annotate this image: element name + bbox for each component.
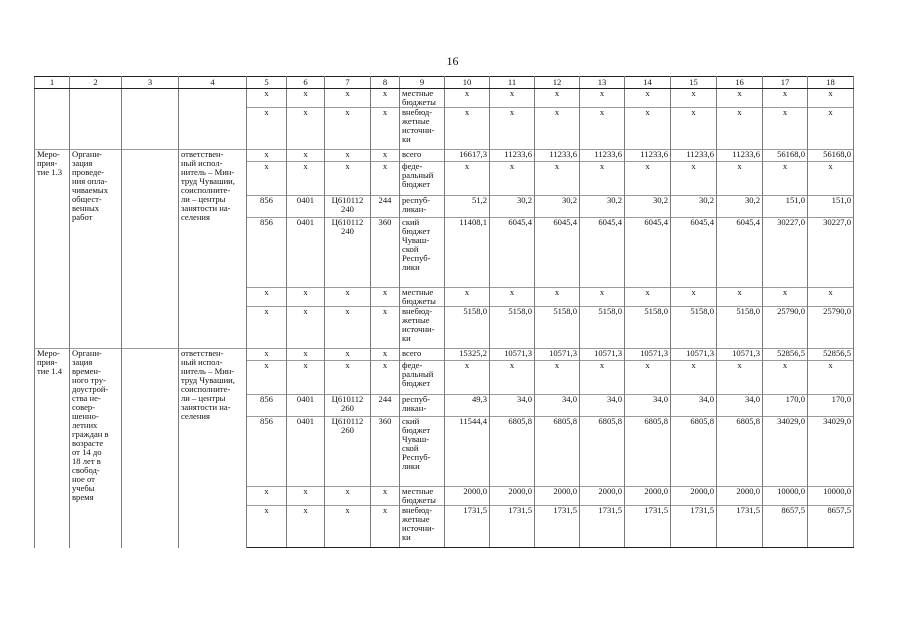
code-cell: х [325,89,371,108]
funding-source-cell: внебюд- жетные источни- ки [400,108,445,150]
code-cell: х [325,506,371,548]
value-cell: 11233,6 [535,150,580,162]
value-cell: х [808,108,854,150]
code-cell: х [287,361,325,395]
code-cell: х [247,361,287,395]
value-cell: 34,0 [490,395,535,417]
column-header: 3 [122,77,179,89]
code-cell: х [371,162,400,196]
value-cell: 6045,4 [671,218,717,288]
value-cell: 2000,0 [490,487,535,506]
code-cell: х [325,361,371,395]
value-cell: х [717,361,763,395]
value-cell: х [763,162,808,196]
code-cell: 856 [247,218,287,288]
value-cell: 151,0 [808,196,854,218]
code-cell: х [247,108,287,150]
value-cell: 1731,5 [445,506,490,548]
value-cell: х [671,162,717,196]
value-cell: 10000,0 [808,487,854,506]
code-cell: х [371,349,400,361]
value-cell: 6805,8 [625,417,671,487]
code-cell: х [287,487,325,506]
value-cell: х [445,89,490,108]
code-cell: х [325,307,371,349]
code-cell: 244 [371,196,400,218]
activity-name-cell [70,89,122,150]
value-cell: 6045,4 [717,218,763,288]
value-cell: 1731,5 [580,506,625,548]
empty-cell [122,89,179,150]
code-cell: 0401 [287,196,325,218]
funding-source-cell: респуб- ликан- [400,395,445,417]
funding-source-cell: местные бюджеты [400,288,445,307]
value-cell: 25790,0 [763,307,808,349]
value-cell: 6805,8 [580,417,625,487]
column-header: 11 [490,77,535,89]
funding-source-cell: всего [400,349,445,361]
value-cell: 11544,4 [445,417,490,487]
value-cell: х [808,89,854,108]
code-cell: х [371,487,400,506]
code-cell: х [325,288,371,307]
value-cell: 10571,3 [717,349,763,361]
funding-source-cell: феде- ральный бюджет [400,361,445,395]
page-number: 16 [446,54,459,68]
value-cell: 11233,6 [580,150,625,162]
value-cell: 8657,5 [808,506,854,548]
column-header: 13 [580,77,625,89]
value-cell: х [671,361,717,395]
code-cell: х [287,108,325,150]
value-cell: 6045,4 [625,218,671,288]
value-cell: 11408,1 [445,218,490,288]
value-cell: 52856,5 [763,349,808,361]
value-cell: 34,0 [671,395,717,417]
value-cell: х [763,108,808,150]
column-header: 7 [325,77,371,89]
value-cell: х [580,89,625,108]
code-cell: Ц610112 240 [325,218,371,288]
value-cell: х [625,288,671,307]
column-header: 16 [717,77,763,89]
column-header: 14 [625,77,671,89]
value-cell: х [808,361,854,395]
table-row [35,150,854,162]
value-cell: 34,0 [717,395,763,417]
value-cell: х [763,89,808,108]
value-cell: х [717,89,763,108]
executor-cell: ответствен- ный испол- нитель – Мин- труд Чувашии, соисполните- ли – центры занятости на- селения [179,349,247,548]
executor-cell: ответствен- ный испол- нитель – Мин- труд Чувашии, соисполните- ли – центры занятости на- селения [179,150,247,349]
value-cell: 34,0 [580,395,625,417]
value-cell: 5158,0 [490,307,535,349]
value-cell: 30,2 [580,196,625,218]
code-cell: х [247,89,287,108]
code-cell: 0401 [287,395,325,417]
code-cell: х [287,162,325,196]
column-header: 12 [535,77,580,89]
value-cell: х [671,89,717,108]
activity-name-cell: Органи- зация времен- ного тру- доустрой- ства не- совер- шенно- летних граждан в возрасте от 14 до 18 лет в свобод- ное от учебы время [70,349,122,548]
value-cell: 30,2 [671,196,717,218]
value-cell: х [490,288,535,307]
funding-source-cell: местные бюджеты [400,487,445,506]
value-cell: 11233,6 [671,150,717,162]
value-cell: 30,2 [490,196,535,218]
table-row [35,349,854,361]
value-cell: х [445,162,490,196]
value-cell: 6045,4 [580,218,625,288]
value-cell: х [763,361,808,395]
empty-cell [122,349,179,548]
code-cell: х [325,487,371,506]
column-header: 1 [35,77,70,89]
value-cell: х [580,288,625,307]
value-cell: х [580,361,625,395]
code-cell: х [371,361,400,395]
code-cell: х [247,506,287,548]
value-cell: 6805,8 [490,417,535,487]
value-cell: 56168,0 [808,150,854,162]
code-cell: х [287,506,325,548]
value-cell: 10000,0 [763,487,808,506]
empty-cell [122,150,179,349]
value-cell: 30,2 [625,196,671,218]
value-cell: х [490,108,535,150]
code-cell: х [247,162,287,196]
column-header: 18 [808,77,854,89]
funding-source-cell: респуб- ликан- [400,196,445,218]
value-cell: 8657,5 [763,506,808,548]
value-cell: 30227,0 [808,218,854,288]
value-cell: 2000,0 [671,487,717,506]
column-header: 6 [287,77,325,89]
code-cell: х [371,150,400,162]
value-cell: 34029,0 [808,417,854,487]
code-cell: х [325,349,371,361]
code-cell: х [247,150,287,162]
code-cell: 856 [247,417,287,487]
value-cell: х [535,361,580,395]
value-cell: х [717,162,763,196]
value-cell: х [580,162,625,196]
value-cell: 170,0 [763,395,808,417]
value-cell: 11233,6 [490,150,535,162]
value-cell: 49,3 [445,395,490,417]
funding-source-cell: местные бюджеты [400,89,445,108]
value-cell: х [445,361,490,395]
value-cell: 15325,2 [445,349,490,361]
value-cell: х [763,288,808,307]
activity-name-cell: Органи- зация проведе- ния опла- чиваемых общест- венных работ [70,150,122,349]
value-cell: 6805,8 [671,417,717,487]
funding-source-cell: ский бюджет Чуваш- ской Респуб- лики [400,417,445,487]
value-cell: х [808,162,854,196]
code-cell: х [247,487,287,506]
value-cell: 10571,3 [580,349,625,361]
value-cell: 2000,0 [445,487,490,506]
value-cell: 11233,6 [625,150,671,162]
executor-cell [179,89,247,150]
value-cell: 51,2 [445,196,490,218]
funding-source-cell: ский бюджет Чуваш- ской Респуб- лики [400,218,445,288]
code-cell: х [325,108,371,150]
value-cell: х [445,288,490,307]
code-cell: 360 [371,218,400,288]
value-cell: 10571,3 [490,349,535,361]
value-cell: 151,0 [763,196,808,218]
code-cell: х [287,150,325,162]
value-cell: 6805,8 [717,417,763,487]
value-cell: 34,0 [625,395,671,417]
value-cell: 52856,5 [808,349,854,361]
column-header: 2 [70,77,122,89]
code-cell: 0401 [287,417,325,487]
value-cell: х [490,89,535,108]
code-cell: х [371,89,400,108]
value-cell: 30,2 [717,196,763,218]
column-header: 8 [371,77,400,89]
value-cell: 25790,0 [808,307,854,349]
value-cell: 34,0 [535,395,580,417]
value-cell: х [625,108,671,150]
value-cell: 2000,0 [580,487,625,506]
value-cell: 2000,0 [535,487,580,506]
funding-source-cell: всего [400,150,445,162]
value-cell: 11233,6 [717,150,763,162]
value-cell: 1731,5 [625,506,671,548]
activity-number-cell: Меро- прия- тие 1.4 [35,349,70,548]
value-cell: х [490,162,535,196]
value-cell: х [445,108,490,150]
code-cell: х [247,349,287,361]
code-cell: Ц610112 260 [325,395,371,417]
code-cell: 360 [371,417,400,487]
code-cell: х [247,288,287,307]
value-cell: 1731,5 [535,506,580,548]
column-header: 17 [763,77,808,89]
value-cell: 5158,0 [625,307,671,349]
code-cell: х [287,89,325,108]
value-cell: 5158,0 [580,307,625,349]
value-cell: 10571,3 [535,349,580,361]
value-cell: х [580,108,625,150]
value-cell: 6045,4 [490,218,535,288]
code-cell: х [325,162,371,196]
value-cell: х [535,89,580,108]
funding-source-cell: внебюд- жетные источни- ки [400,506,445,548]
value-cell: х [625,89,671,108]
value-cell: 34029,0 [763,417,808,487]
value-cell: 170,0 [808,395,854,417]
value-cell: х [535,108,580,150]
code-cell: 856 [247,395,287,417]
value-cell: 30,2 [535,196,580,218]
column-header: 15 [671,77,717,89]
funding-source-cell: феде- ральный бюджет [400,162,445,196]
value-cell: х [535,288,580,307]
value-cell: 2000,0 [625,487,671,506]
code-cell: х [287,349,325,361]
value-cell: 5158,0 [717,307,763,349]
value-cell: 56168,0 [763,150,808,162]
code-cell: х [247,307,287,349]
column-header: 9 [400,77,445,89]
code-cell: х [287,307,325,349]
value-cell: 5158,0 [535,307,580,349]
value-cell: 10571,3 [625,349,671,361]
budget-table [34,76,854,548]
code-cell: х [371,108,400,150]
value-cell: х [671,108,717,150]
value-cell: 1731,5 [490,506,535,548]
value-cell: х [490,361,535,395]
value-cell: 5158,0 [671,307,717,349]
value-cell: х [671,288,717,307]
value-cell: х [808,288,854,307]
value-cell: 10571,3 [671,349,717,361]
code-cell: х [325,150,371,162]
value-cell: х [625,162,671,196]
code-cell: 0401 [287,218,325,288]
activity-number-cell [35,89,70,150]
table-row [35,89,854,108]
code-cell: х [371,307,400,349]
value-cell: 1731,5 [671,506,717,548]
code-cell: Ц610112 260 [325,417,371,487]
value-cell: 6045,4 [535,218,580,288]
value-cell: 2000,0 [717,487,763,506]
value-cell: х [625,361,671,395]
value-cell: х [535,162,580,196]
code-cell: 244 [371,395,400,417]
value-cell: 5158,0 [445,307,490,349]
value-cell: 30227,0 [763,218,808,288]
code-cell: х [287,288,325,307]
column-header-row [35,77,854,89]
value-cell: х [717,108,763,150]
column-header: 10 [445,77,490,89]
code-cell: Ц610112 240 [325,196,371,218]
value-cell: 16617,3 [445,150,490,162]
value-cell: 6805,8 [535,417,580,487]
value-cell: х [717,288,763,307]
code-cell: х [371,288,400,307]
code-cell: 856 [247,196,287,218]
activity-number-cell: Меро- прия- тие 1.3 [35,150,70,349]
funding-source-cell: внебюд- жетные источни- ки [400,307,445,349]
value-cell: 1731,5 [717,506,763,548]
column-header: 4 [179,77,247,89]
column-header: 5 [247,77,287,89]
code-cell: х [371,506,400,548]
